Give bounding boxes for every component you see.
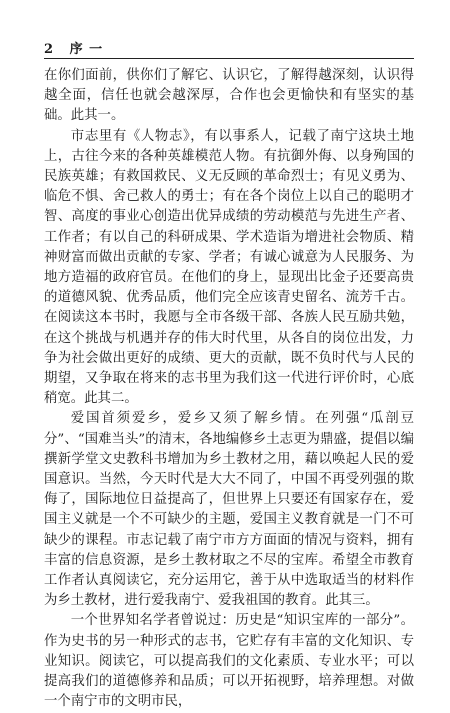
paragraph-1: 在你们面前，供你们了解它、认识它，了解得越深刻，认识得越全面，信任也就会越深厚，合作也会更愉快和有坚实的基础。此其一。	[44, 68, 414, 124]
paragraph-4: 一个世界知名学者曾说过：历史是“知识宝库的一部分”。作为史书的另一种形式的志书，它贮存有丰富的文化知识、专业知识。阅读它，可以提高我们的文化素质、专业水平；可以提高我们的道德修养和品质；可以开拓视野，培养理想。对做一个南宁市的文明市民，	[44, 613, 414, 710]
header-rule	[44, 58, 414, 59]
page-number: 2	[44, 42, 55, 57]
paragraph-2: 市志里有《人物志》，有以事系人，记载了南宁这块土地上，古往今来的各种英雄模范人物。有抗御外侮、以身殉国的民族英雄；有救国救民、义无反顾的革命烈士；有见义勇为、临危不惧、舍己救人的勇士；有在各个岗位上以自己的聪明才智、高度的事业心创造出优异成绩的劳动模范与先进生产者、工作者；有以自己的科研成果、学术造诣为增进社会物质、精神财富而做出贡献的专家、学者；有诚心诚意为人民服务、为地方造福的政府官员。在他们的身上，显现出比金子还要高贵的道德风貌、优秀品质，他们完全应该青史留名、流芳千古。在阅读这本书时，我愿与全市各级干部、各族人民互励共勉，在这个挑战与机遇并存的伟大时代里，从各自的岗位出发，力争为社会做出更好的成绩、更大的贡献，既不负时代与人民的期望，又争取在将来的志书里为我们这一代进行评价时，心底稍宽。此其二。	[44, 128, 414, 407]
section-title: 序 一	[69, 42, 104, 57]
paragraph-3: 爱国首须爱乡，爱乡又须了解乡情。在列强“瓜剖豆分”、“国难当头”的清末，各地编修乡土志更为鼎盛，提倡以编撰新学堂文史教科书增加为乡土教材之用，藉以唤起人民的爱国意识。当然，今天时代是大大不同了，中国不再受列强的欺侮了，国际地位日益提高了，但世界上只要还有国家存在，爱国主义就是一个不可缺少的主题，爱国主义教育就是一门不可缺少的课程。市志记载了南宁市方方面面的情况与资料，拥有丰富的信息资源，是乡土教材取之不尽的宝库。希望全市教育工作者认真阅读它，充分运用它，善于从中选取适当的材料作为乡土教材，进行爱我南宁、爱我祖国的教育。此其三。	[44, 411, 414, 609]
running-head	[44, 38, 103, 57]
body-text	[44, 66, 414, 713]
